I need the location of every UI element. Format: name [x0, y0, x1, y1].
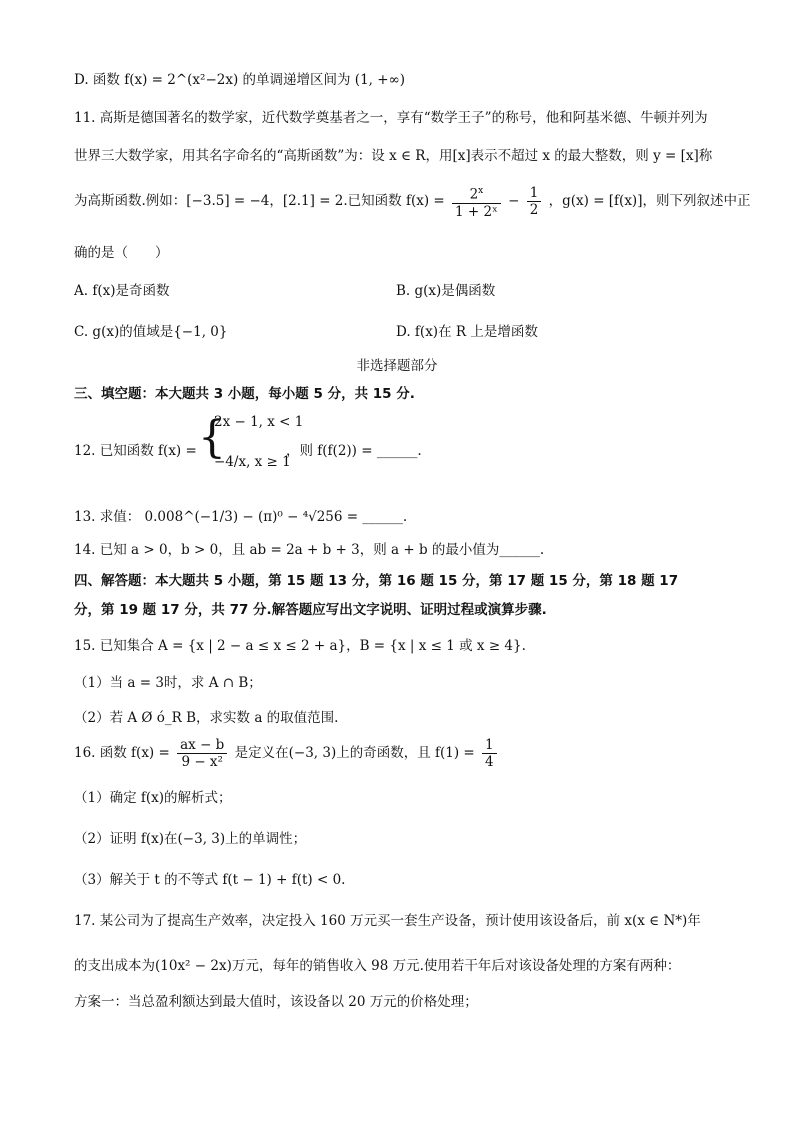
- option-b: B. g(x)是偶函数: [396, 283, 496, 299]
- option-c: C. g(x)的值域是{−1, 0}: [74, 324, 228, 340]
- q11-frac2-num: 1: [527, 185, 542, 202]
- q11-line-4: 确的是（ ）: [74, 245, 169, 261]
- q16-part-1: （1）确定 f(x)的解析式；: [74, 790, 232, 806]
- q16-frac1-num: ax − b: [177, 737, 227, 754]
- q16-middle: 是定义在(−3, 3)上的奇函数，且 f(1) =: [234, 745, 475, 761]
- option-d-q10: D. 函数 f(x) = 2^(x²−2x) 的单调递增区间为 (1, +∞): [74, 72, 406, 88]
- q17-line-2: 的支出成本为(10x² − 2x)万元，每年的销售收入 98 万元.使用若干年后对该设备处理的方案有两种：: [74, 958, 681, 974]
- section-four-heading-1: 四、解答题：本大题共 5 小题，第 15 题 13 分，第 16 题 15 分，第 17 题 15 分，第 18 题 17: [74, 573, 679, 589]
- section-heading-non-choice: 非选择题部分: [356, 358, 438, 374]
- q16-fraction-2: [482, 737, 497, 770]
- q16-part-3: （3）解关于 t 的不等式 f(t − 1) + f(t) < 0.: [74, 872, 346, 888]
- q11-line-3: [74, 183, 751, 220]
- q11-fraction-1: [452, 183, 501, 220]
- q15-part-1: （1）当 a = 3时，求 A ∩ B；: [74, 675, 262, 691]
- q17-line-1: 17. 某公司为了提高生产效率，决定投入 160 万元买一套生产设备，预计使用该设备后，前 x(x ∈ N*)年: [74, 913, 701, 929]
- q12-case-2: −4/x, x ≥ 1: [214, 454, 291, 470]
- q11-frac1-den: 1 + 2ˣ: [455, 203, 498, 220]
- option-a: A. f(x)是奇函数: [74, 283, 170, 299]
- q11-frac1-num-sup: x: [478, 186, 484, 196]
- q12-brace: {: [198, 412, 226, 463]
- q16-frac2-den: 4: [485, 754, 494, 770]
- option-d: D. f(x)在 R 上是增函数: [396, 324, 538, 340]
- q11-minus: −: [508, 192, 520, 209]
- q14-line: 14. 已知 a > 0，b > 0，且 ab = 2a + b + 3，则 a + b 的最小值为______.: [74, 542, 545, 558]
- q16-frac1-den: 9 − x²: [181, 754, 223, 770]
- q12-label: 12. 已知函数 f(x) =: [74, 443, 197, 459]
- q16-fraction-1: [177, 737, 227, 770]
- q16-start: 16. 函数 f(x) =: [74, 745, 170, 761]
- section-three-heading: 三、填空题：本大题共 3 小题，每小题 5 分，共 15 分.: [74, 386, 415, 402]
- q12-case-1: 2x − 1, x < 1: [214, 414, 304, 430]
- q16-part-2: （2）证明 f(x)在(−3, 3)上的单调性；: [74, 831, 307, 847]
- q16-line: [74, 737, 724, 770]
- q17-line-3: 方案一：当总盈利额达到最大值时，该设备以 20 万元的价格处理；: [74, 994, 478, 1010]
- q11-line-3-end: ，g(x) = [f(x)]，则下列叙述中正: [548, 192, 751, 209]
- q12-tail: ，则 f(f(2)) = ______.: [286, 443, 422, 459]
- q11-line-1: 11. 高斯是德国著名的数学家，近代数学奠基者之一，享有“数学王子”的称号，他和阿基米德、牛顿并列为: [74, 110, 708, 126]
- q11-fraction-2: [527, 185, 542, 218]
- q11-line-2: 世界三大数学家，用其名字命名的“高斯函数”为：设 x ∈ R，用[x]表示不超过 x 的最大整数，则 y = [x]称: [74, 148, 713, 164]
- q11-line-3-start: 为高斯函数.例如：[−3.5] = −4，[2.1] = 2.已知函数 f(x) =: [74, 192, 445, 209]
- q16-frac2-num: 1: [482, 737, 497, 754]
- q11-frac1-num: 2: [469, 186, 479, 203]
- q15-part-2: （2）若 A Ø ó_R B，求实数 a 的取值范围.: [74, 710, 339, 726]
- section-four-heading-2: 分，第 19 题 17 分，共 77 分.解答题应写出文字说明、证明过程或演算步骤.: [74, 602, 547, 618]
- q11-frac2-den: 2: [529, 201, 539, 218]
- q15-line: 15. 已知集合 A = {x | 2 − a ≤ x ≤ 2 + a}，B = {x | x ≤ 1 或 x ≥ 4}.: [74, 638, 526, 654]
- q13-line: 13. 求值： 0.008^(−1/3) − (π)⁰ − ⁴√256 = ______.: [74, 509, 408, 525]
